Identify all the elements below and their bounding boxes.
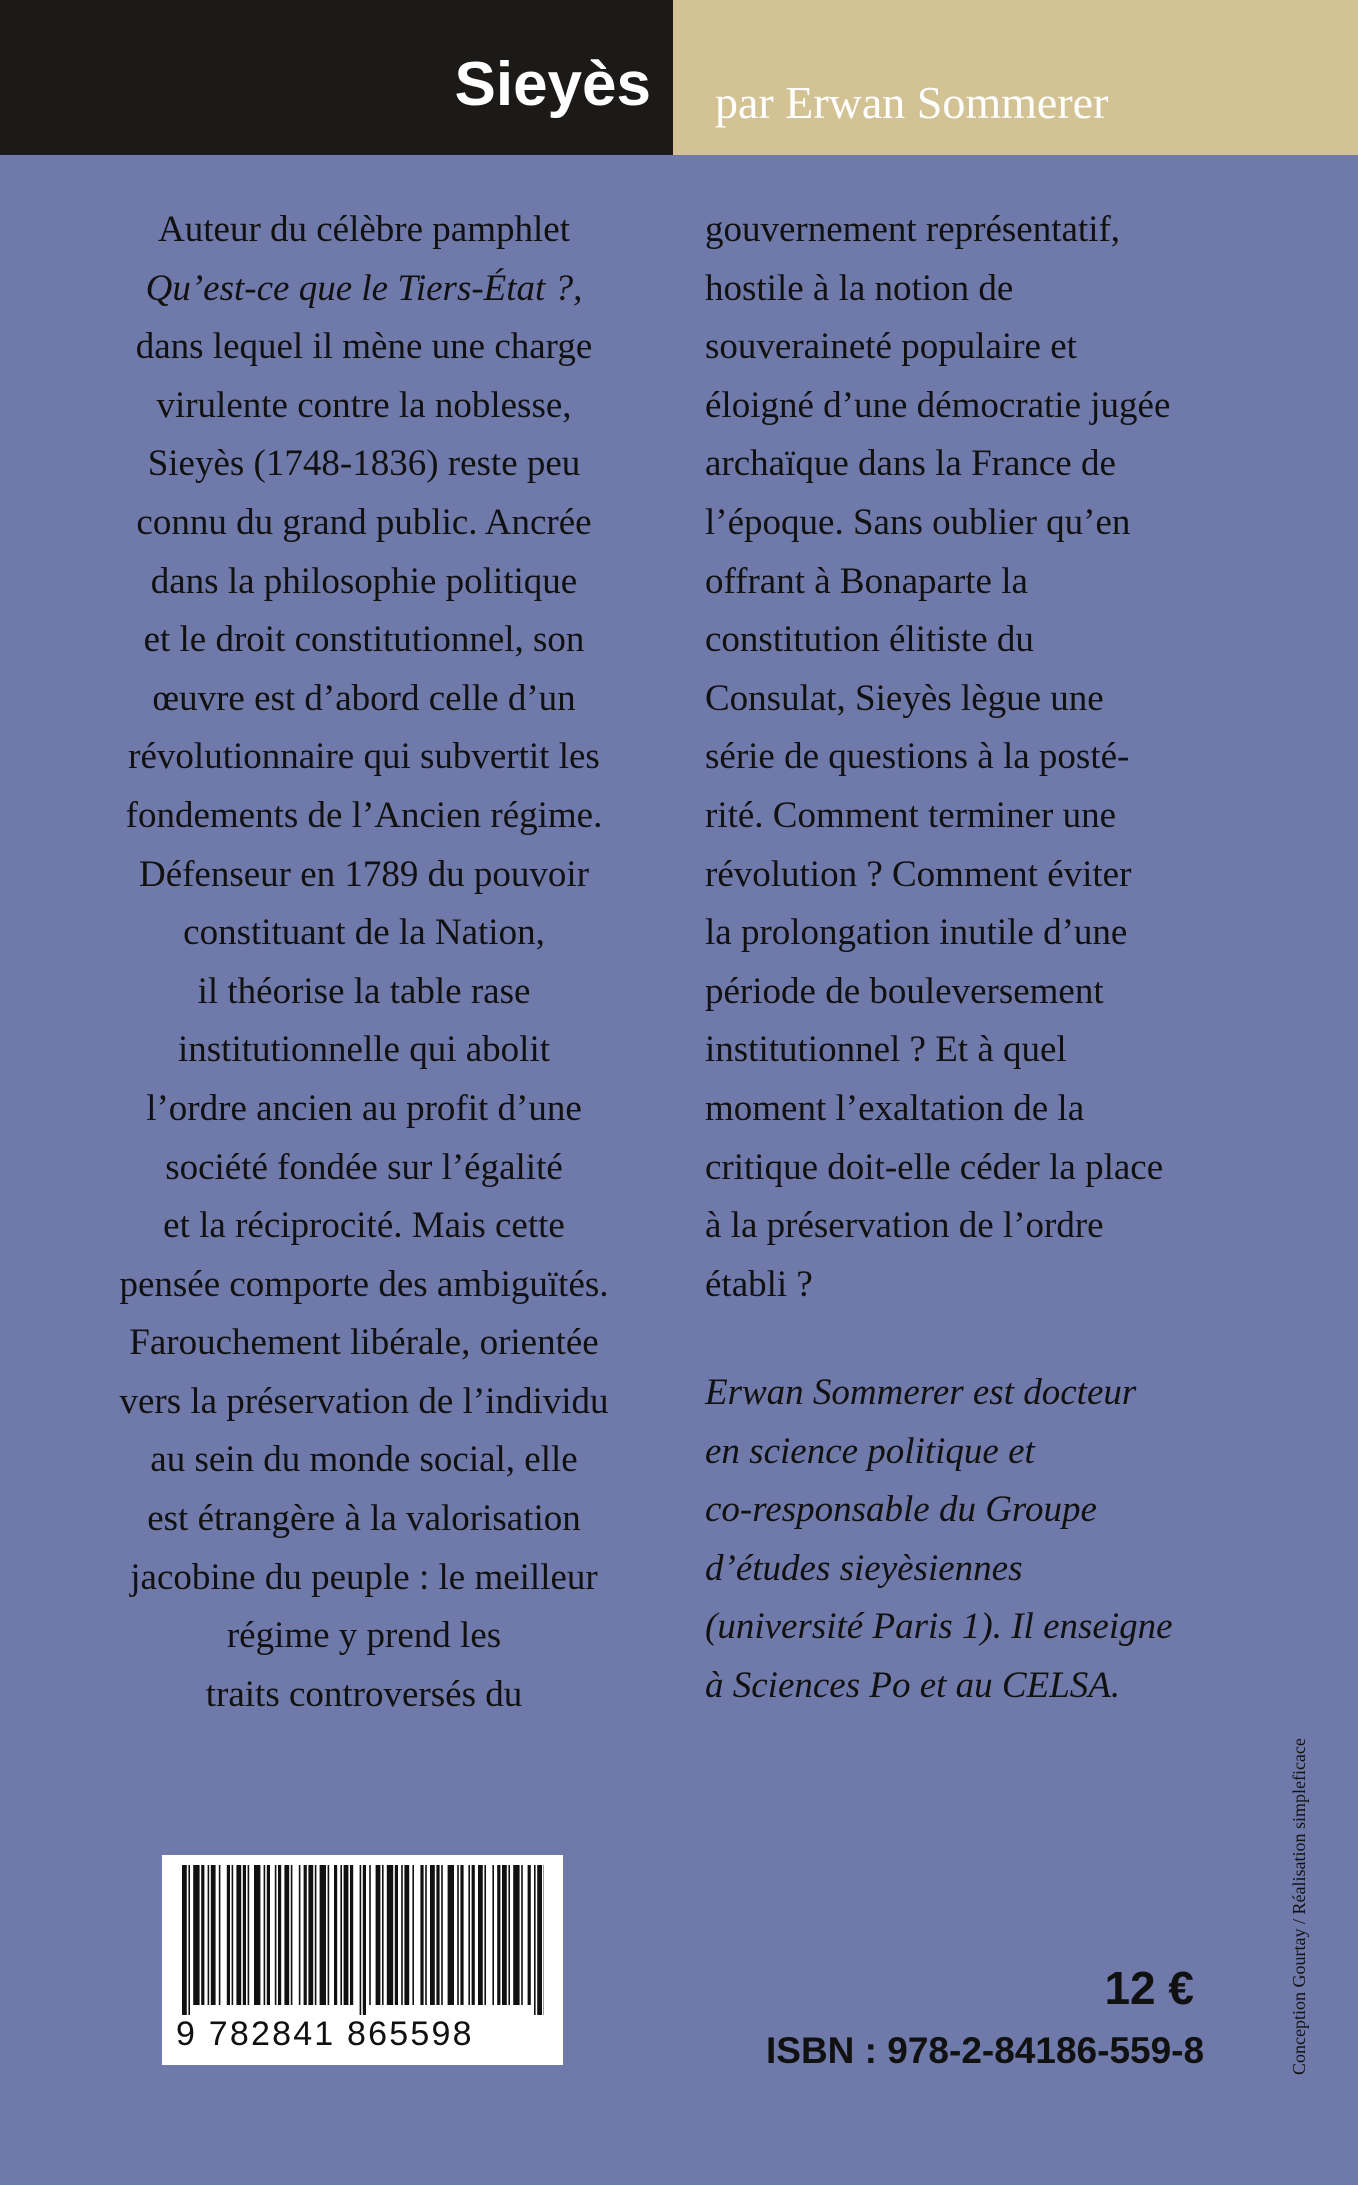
blurb-line: connu du grand public. Ancrée [136, 501, 592, 543]
barcode-bar [182, 1865, 187, 2015]
barcode-bar [387, 1865, 393, 2005]
barcode-bar [243, 1865, 246, 2005]
bio-line: Erwan Sommerer est docteur [705, 1372, 1137, 1413]
barcode-bar [478, 1865, 483, 2005]
barcode-bar [308, 1865, 313, 2005]
barcode-bar [315, 1865, 317, 2005]
blurb-left-column [60, 201, 668, 1724]
barcode-bar [188, 1865, 190, 2015]
barcode-bar [278, 1865, 281, 2005]
blurb-line: constitution élitiste du [705, 619, 1034, 661]
barcode-bar [376, 1865, 381, 2005]
barcode-bar [264, 1865, 266, 2005]
blurb-line: fondements de l’Ancien régime. [125, 794, 603, 836]
blurb-line: au sein du monde social, elle [150, 1439, 578, 1481]
blurb-line: et la réciprocité. Mais cette [163, 1205, 565, 1247]
blurb-line: la prolongation inutile d’une [705, 912, 1128, 954]
barcode-bar [508, 1865, 510, 2005]
barcode-bar [248, 1865, 250, 2005]
barcode-bar [441, 1865, 443, 2005]
bio-line: à Sciences Po et au CELSA. [705, 1664, 1121, 1706]
barcode-bar [254, 1865, 260, 2005]
barcode-bar [420, 1865, 423, 2005]
barcode-bar [425, 1865, 427, 2005]
barcode-bar [484, 1865, 486, 2005]
blurb-line: établi ? [705, 1263, 813, 1305]
barcode-bar [267, 1865, 270, 2005]
design-credits: Conception Gourtay / Réalisation simpleficace [1289, 1738, 1309, 2075]
barcode-bar [320, 1865, 326, 2005]
blurb-line: l’ordre ancien au profit d’une [146, 1087, 582, 1129]
blurb-line: moment l’exaltation de la [705, 1087, 1085, 1129]
barcode-bar [350, 1865, 353, 2005]
barcode-bar [448, 1865, 454, 2005]
blurb-line: Défenseur en 1789 du pouvoir [138, 853, 590, 895]
blurb-line: Sieyès (1748-1836) reste peu [147, 443, 581, 485]
blurb-line: Farouchement libérale, orientée [129, 1322, 599, 1364]
barcode-bar [468, 1865, 470, 2005]
barcode-bar [193, 1865, 199, 2005]
blurb-line: hostile à la notion de [705, 267, 1014, 309]
blurb-line: révolution ? Comment éviter [705, 853, 1132, 895]
header-title-panel [0, 0, 673, 155]
blurb-line: gouvernement représentatif, [705, 209, 1121, 250]
blurb-line: archaïque dans la France de [705, 443, 1116, 485]
blurb-line: Consulat, Sieyès lègue une [705, 677, 1104, 719]
barcode-bar [395, 1865, 398, 2005]
barcode-bar [382, 1865, 384, 2005]
blurb-line: critique doit-elle céder la place [705, 1146, 1164, 1188]
barcode-bar [537, 1865, 542, 2015]
barcode-bar [236, 1865, 241, 2005]
blurb-line: à la préservation de l’ordre [705, 1205, 1104, 1247]
author-byline: par Erwan Sommerer [715, 77, 1109, 128]
blurb-line: il théorise la table rase [197, 970, 531, 1012]
barcode-bar [344, 1865, 349, 2005]
blurb-line: constituant de la Nation, [183, 912, 545, 954]
barcode-bar [534, 1865, 536, 2015]
blurb-line: institutionnelle qui abolit [177, 1029, 551, 1071]
blurb-line: œuvre est d’abord celle d’un [152, 677, 576, 719]
pamphlet-title-line: Qu’est-ce que le Tiers-État ?, [145, 267, 583, 309]
barcode-bar [360, 1865, 362, 2015]
blurb-line: et le droit constitutionnel, son [143, 619, 585, 661]
barcode-bar [304, 1865, 307, 2005]
blurb-line: l’époque. Sans oublier qu’en [705, 501, 1131, 543]
barcode-bar [412, 1865, 414, 2005]
blurb-line: éloigné d’une démocratie jugée [705, 384, 1171, 426]
blurb-line: société fondée sur l’égalité [165, 1146, 563, 1188]
blurb-line: virulente contre la noblesse, [156, 384, 572, 426]
blurb-line: période de bouleversement [705, 970, 1104, 1012]
blurb-line: jacobine du peuple : le meilleur [130, 1556, 598, 1598]
bio-line: co-responsable du Groupe [705, 1489, 1097, 1531]
isbn-label: ISBN : 978-2-84186-559-8 [766, 2030, 1205, 2071]
blurb-line: traits controversés du [205, 1673, 523, 1715]
barcode-bar [460, 1865, 463, 2005]
blurb-line: dans la philosophie politique [150, 560, 578, 602]
blurb-line: dans lequel il mène une charge [135, 326, 593, 368]
barcode-bar [521, 1865, 523, 2005]
barcode-bar [284, 1865, 289, 2005]
blurb-line: vers la préservation de l’individu [119, 1380, 609, 1422]
blurb-line: souveraineté populaire et [705, 326, 1077, 368]
barcode-bar [502, 1865, 507, 2005]
barcode-bar [472, 1865, 475, 2005]
barcode-bar [369, 1865, 371, 2005]
blurb-line: rité. Comment terminer une [705, 794, 1116, 836]
barcode-bar [513, 1865, 519, 2005]
price-label: 12 € [1104, 1962, 1194, 2014]
blurb-line: institutionnel ? Et à quel [705, 1029, 1067, 1071]
blurb-line: régime y prend les [226, 1615, 502, 1657]
barcode-bar [208, 1865, 210, 2005]
barcode-bar [492, 1865, 494, 2005]
blurb-line: révolutionnaire qui subvertit les [128, 736, 600, 778]
barcode-bars [182, 1865, 544, 2015]
barcode-bar [497, 1865, 500, 2005]
barcode-bar [401, 1865, 403, 2005]
barcode-bar [457, 1865, 459, 2005]
barcode-bar [211, 1865, 216, 2005]
barcode-bar [404, 1865, 409, 2005]
barcode-bar [328, 1865, 330, 2005]
bio-line: d’études sieyèsiennes [705, 1547, 1023, 1589]
isbn-barcode [162, 1855, 563, 2065]
blurb-line: offrant à Bonaparte la [705, 560, 1028, 602]
barcode-bar [227, 1865, 230, 2005]
blurb-line: Auteur du célèbre pamphlet [158, 209, 570, 250]
bio-line: (université Paris 1). Il enseigne [705, 1606, 1173, 1648]
barcode-digits: 9 782841 865598 [176, 2015, 474, 2053]
barcode-bar [340, 1865, 342, 2005]
barcode-bar [299, 1865, 301, 2005]
header-author-panel [673, 0, 1358, 155]
barcode-bar [436, 1865, 439, 2005]
barcode-bar [275, 1865, 277, 2005]
book-title: Sieyès [454, 50, 651, 119]
barcode-bar [291, 1865, 293, 2005]
barcode-bar [232, 1865, 234, 2005]
barcode-bar [528, 1865, 531, 2005]
blurb-line: est étrangère à la valorisation [147, 1498, 581, 1540]
barcode-bar [430, 1865, 435, 2005]
barcode-bar [363, 1865, 366, 2015]
barcode-bar [219, 1865, 221, 2005]
blurb-right-column [705, 201, 1265, 1314]
blurb-line: pensée comporte des ambiguïtés. [119, 1263, 609, 1305]
barcode-bar [201, 1865, 204, 2005]
author-bio [705, 1364, 1285, 1716]
blurb-line: série de questions à la posté- [705, 736, 1130, 778]
barcode-bar [334, 1865, 337, 2005]
bio-line: en science politique et [705, 1430, 1035, 1472]
